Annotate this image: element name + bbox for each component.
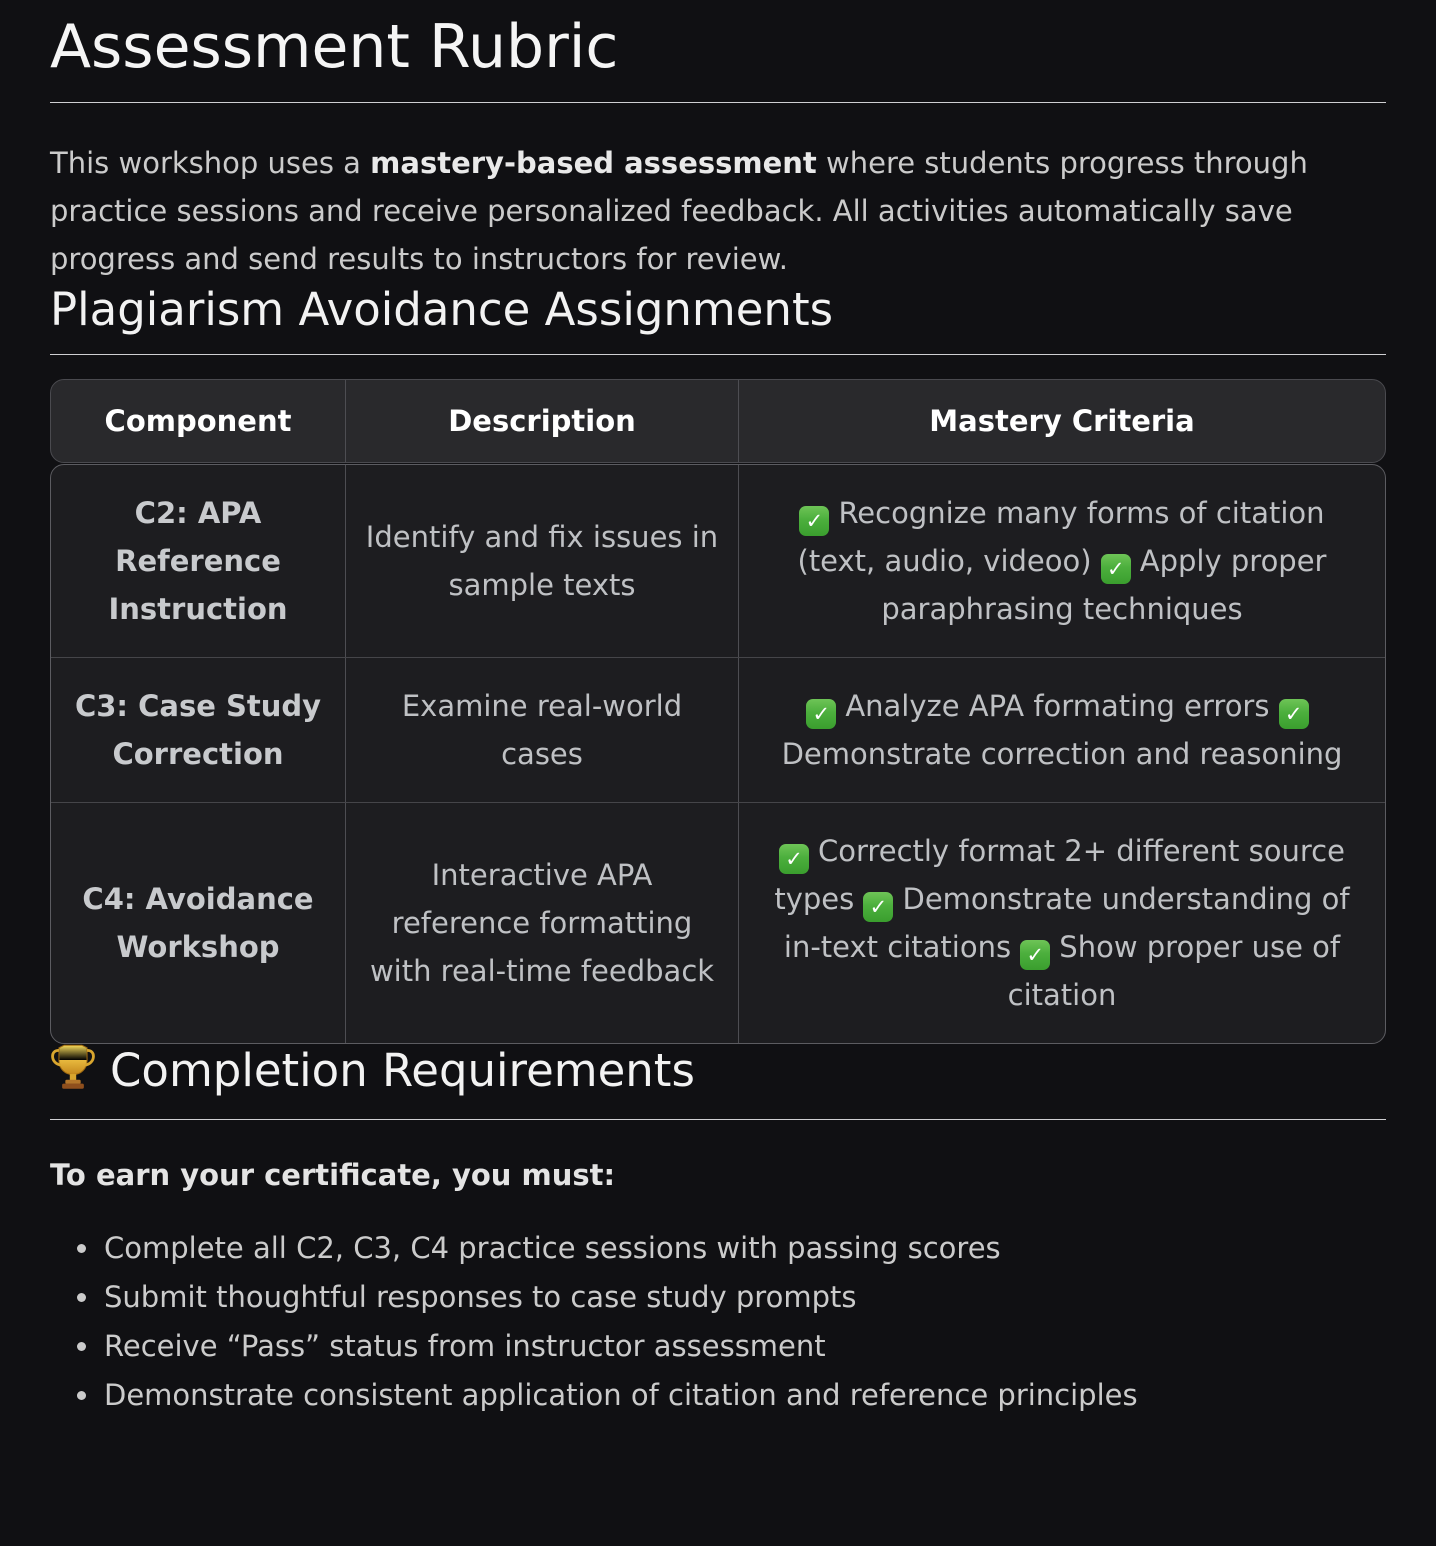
- list-item: • Demonstrate consistent application of citation and reference principles: [102, 1371, 1386, 1420]
- intro-text-prefix: This workshop uses a: [50, 146, 371, 180]
- component-cell: [51, 803, 345, 1043]
- component-text: C2: APA Reference Instruction: [108, 496, 288, 626]
- check-mark-icon: ✓: [1101, 554, 1131, 584]
- criteria-separator: [1092, 544, 1101, 578]
- column-header-description: Description: [345, 380, 738, 462]
- criteria-text: Apply proper paraphrasing techniques: [881, 544, 1327, 626]
- requirements-list: [50, 1224, 1386, 1420]
- description-text: Examine real-world cases: [401, 689, 683, 771]
- criteria-text: Show proper use of citation: [1007, 930, 1341, 1012]
- trophy-icon: [50, 1044, 96, 1102]
- criteria-content: [763, 682, 1361, 778]
- check-mark-icon: ✓: [806, 699, 836, 729]
- description-cell: [345, 658, 738, 802]
- criteria-text: Correctly format 2+ different source types: [774, 834, 1345, 916]
- component-text: C4: Avoidance Workshop: [82, 882, 314, 964]
- requirements-intro: To earn your certificate, you must:: [50, 1158, 616, 1192]
- list-item: • Complete all C2, C3, C4 practice sessions with passing scores: [102, 1224, 1386, 1273]
- column-header-component: Component: [104, 404, 292, 438]
- intro-paragraph: [50, 139, 1386, 283]
- table-row: [51, 802, 1385, 1043]
- table-row: [51, 465, 1385, 657]
- check-mark-icon: ✓: [1020, 940, 1050, 970]
- criteria-content: [763, 489, 1361, 633]
- intro-text-bold: mastery-based assessment: [370, 146, 817, 180]
- list-item: • Submit thoughtful responses to case study prompts: [102, 1273, 1386, 1322]
- criteria-text: Analyze APA formating errors: [845, 689, 1270, 723]
- criteria-text: Recognize many forms of citation (text, audio, videoo): [797, 496, 1325, 578]
- criteria-content: [763, 827, 1361, 1019]
- description-text: Interactive APA reference formatting with real-time feedback: [369, 858, 715, 988]
- column-header-mastery-criteria: Mastery Criteria: [738, 380, 1385, 462]
- criteria-separator: [1269, 689, 1278, 723]
- table-body: [50, 464, 1386, 1044]
- completion-heading-text: Completion Requirements: [110, 1044, 695, 1097]
- description-text: Identify and fix issues in sample texts: [365, 520, 719, 602]
- page-title: Assessment Rubric: [50, 14, 1386, 103]
- description-cell: [345, 803, 738, 1043]
- check-mark-icon: ✓: [799, 506, 829, 536]
- intro-text-suffix: where students progress through practice sessions and receive personalized feedback. All activities automatically save progress and send results to instructors for review.: [50, 146, 1308, 276]
- criteria-separator: [854, 882, 863, 916]
- list-item: • Receive “Pass” status from instructor assessment: [102, 1322, 1386, 1371]
- mastery-criteria-cell: [738, 658, 1385, 802]
- mastery-criteria-cell: [738, 803, 1385, 1043]
- check-mark-icon: ✓: [779, 844, 809, 874]
- component-cell: [51, 465, 345, 657]
- check-mark-icon: ✓: [863, 892, 893, 922]
- criteria-text: Demonstrate understanding of in-text citations: [783, 882, 1350, 964]
- criteria-separator: [1011, 930, 1020, 964]
- assignments-heading: Plagiarism Avoidance Assignments: [50, 283, 1386, 355]
- table-row: [51, 657, 1385, 802]
- table-header-row: [50, 379, 1386, 463]
- component-text: C3: Case Study Correction: [74, 689, 322, 771]
- completion-heading: [50, 1044, 1386, 1120]
- component-cell: [51, 658, 345, 802]
- criteria-text: Demonstrate correction and reasoning: [781, 737, 1343, 771]
- mastery-criteria-cell: [738, 465, 1385, 657]
- description-cell: [345, 465, 738, 657]
- check-mark-icon: ✓: [1279, 699, 1309, 729]
- assignments-table: [50, 379, 1386, 1044]
